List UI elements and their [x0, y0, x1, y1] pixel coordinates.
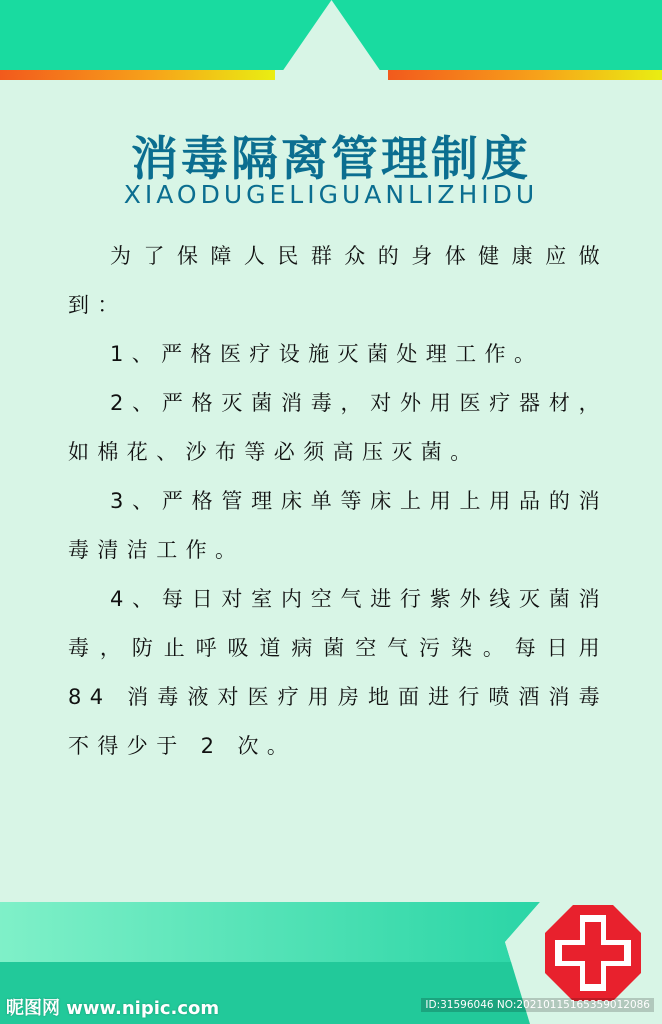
- regulation-body: [68, 232, 608, 771]
- paragraph-item-4: 4、每日对室内空气进行紫外线灭菌消毒，防止呼吸道病菌空气污染。每日用 84 消毒液对医疗用房地面进行喷酒消毒不得少于 2 次。: [68, 587, 608, 758]
- watermark-site: 昵图网 www.nipic.com: [6, 998, 220, 1019]
- watermark-id: ID:31596046 NO:20210115165359012086: [421, 998, 654, 1012]
- paragraph-item-1: 1、严格医疗设施灭菌处理工作。: [110, 342, 544, 366]
- paragraph-intro: 为了保障人民群众的身体健康应做到：: [68, 244, 608, 317]
- header-stripe-right: [388, 70, 662, 80]
- header-stripe-left: [0, 70, 275, 80]
- paragraph-item-2: 2、严格灭菌消毒，对外用医疗器材，如棉花、沙布等必须高压灭菌。: [68, 391, 608, 464]
- medical-cross-icon: [545, 905, 641, 1001]
- page-title: 消毒隔离管理制度: [131, 132, 531, 187]
- paragraph-item-3: 3、严格管理床单等床上用上用品的消毒清洁工作。: [68, 489, 608, 562]
- page-subtitle: XIAODUGELIGUANLIZHIDU: [123, 180, 539, 209]
